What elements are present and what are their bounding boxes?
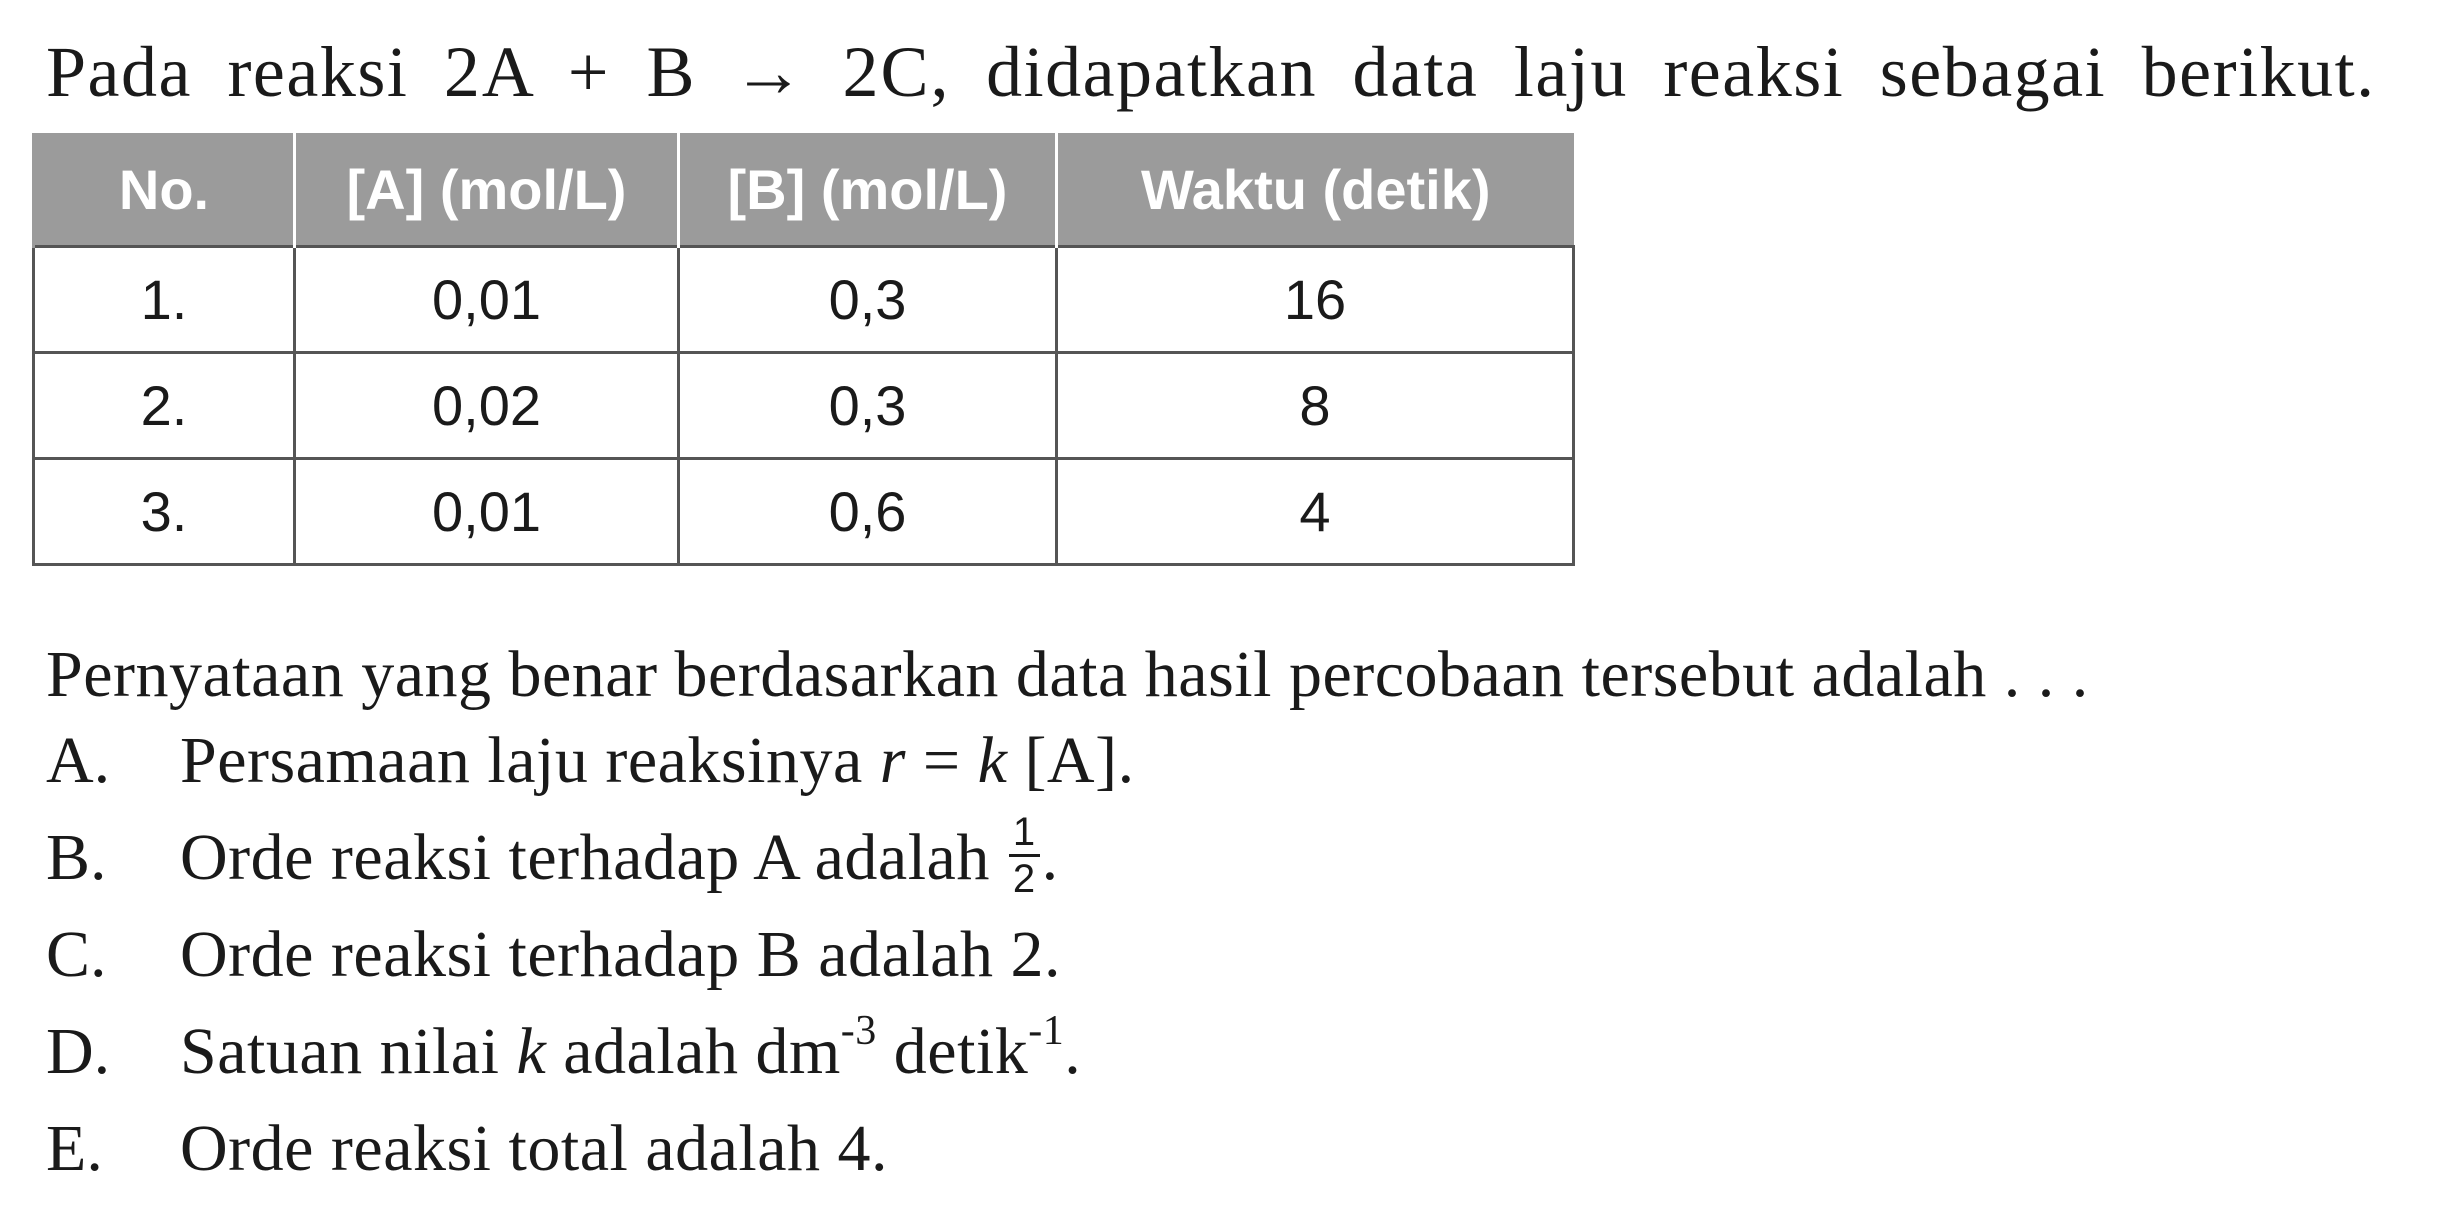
option-text [180,712,1135,809]
cell-no: 2. [34,353,295,459]
reaction-equation: 2A + B → 2C, [443,32,951,112]
option-c[interactable] [46,906,1546,1003]
equals-sign: = [922,724,961,797]
exponent-second: -1 [1028,1008,1065,1054]
option-letter: E. [46,1112,103,1185]
fraction-denominator: 2 [1012,857,1036,902]
header-no: No. [34,133,295,247]
rate-symbol: r [879,724,906,797]
cell-conc-a: 0,02 [295,353,679,459]
option-a[interactable] [46,712,1546,809]
rate-constant-symbol: k [977,724,1008,797]
question-intro: Pada reaksi [46,32,409,112]
option-text [180,809,1059,907]
cell-conc-b: 0,3 [679,247,1057,353]
table-row [34,247,1574,353]
header-conc-b: [B] (mol/L) [679,133,1057,247]
option-letter: D. [46,1015,111,1088]
option-b-end: . [1041,821,1059,894]
option-text: Orde reaksi total adalah 4. [180,1112,889,1185]
cell-time: 16 [1057,247,1574,353]
answer-options [46,712,1546,1197]
fraction-numerator: 1 [1009,812,1040,857]
exponent-dm: -3 [840,1008,877,1054]
concentration-term: [A]. [1024,724,1135,797]
table-row [34,459,1574,565]
option-d-mid: adalah dm [563,1015,841,1088]
table-header-row [34,133,1574,247]
table-row [34,353,1574,459]
option-d[interactable] [46,1003,1546,1100]
option-letter: B. [46,821,107,894]
cell-time: 4 [1057,459,1574,565]
option-text [180,1003,1081,1100]
question-rest: didapatkan data laju reaksi sebagai berikut. [986,32,2376,112]
option-e[interactable] [46,1100,1546,1197]
option-letter: C. [46,918,107,991]
option-letter: A. [46,724,111,797]
header-conc-a: [A] (mol/L) [295,133,679,247]
fraction-one-half [1009,810,1040,902]
header-time: Waktu (detik) [1057,133,1574,247]
option-text: Orde reaksi terhadap B adalah 2. [180,918,1061,991]
cell-conc-b: 0,3 [679,353,1057,459]
cell-no: 1. [34,247,295,353]
cell-conc-b: 0,6 [679,459,1057,565]
rate-constant-symbol: k [516,1015,547,1088]
cell-conc-a: 0,01 [295,247,679,353]
rate-data-table [32,133,1575,566]
option-b-label: Orde reaksi terhadap A adalah [180,821,990,894]
option-a-label: Persamaan laju reaksinya [180,724,863,797]
question-text [46,22,2376,122]
cell-conc-a: 0,01 [295,459,679,565]
question-prompt: Pernyataan yang benar berdasarkan data hasil percobaan tersebut adalah . . . [46,638,2089,711]
option-d-label: Satuan nilai [180,1015,500,1088]
cell-time: 8 [1057,353,1574,459]
option-d-end: . [1064,1015,1082,1088]
cell-no: 3. [34,459,295,565]
option-b[interactable] [46,809,1546,906]
unit-second: detik [893,1015,1029,1088]
